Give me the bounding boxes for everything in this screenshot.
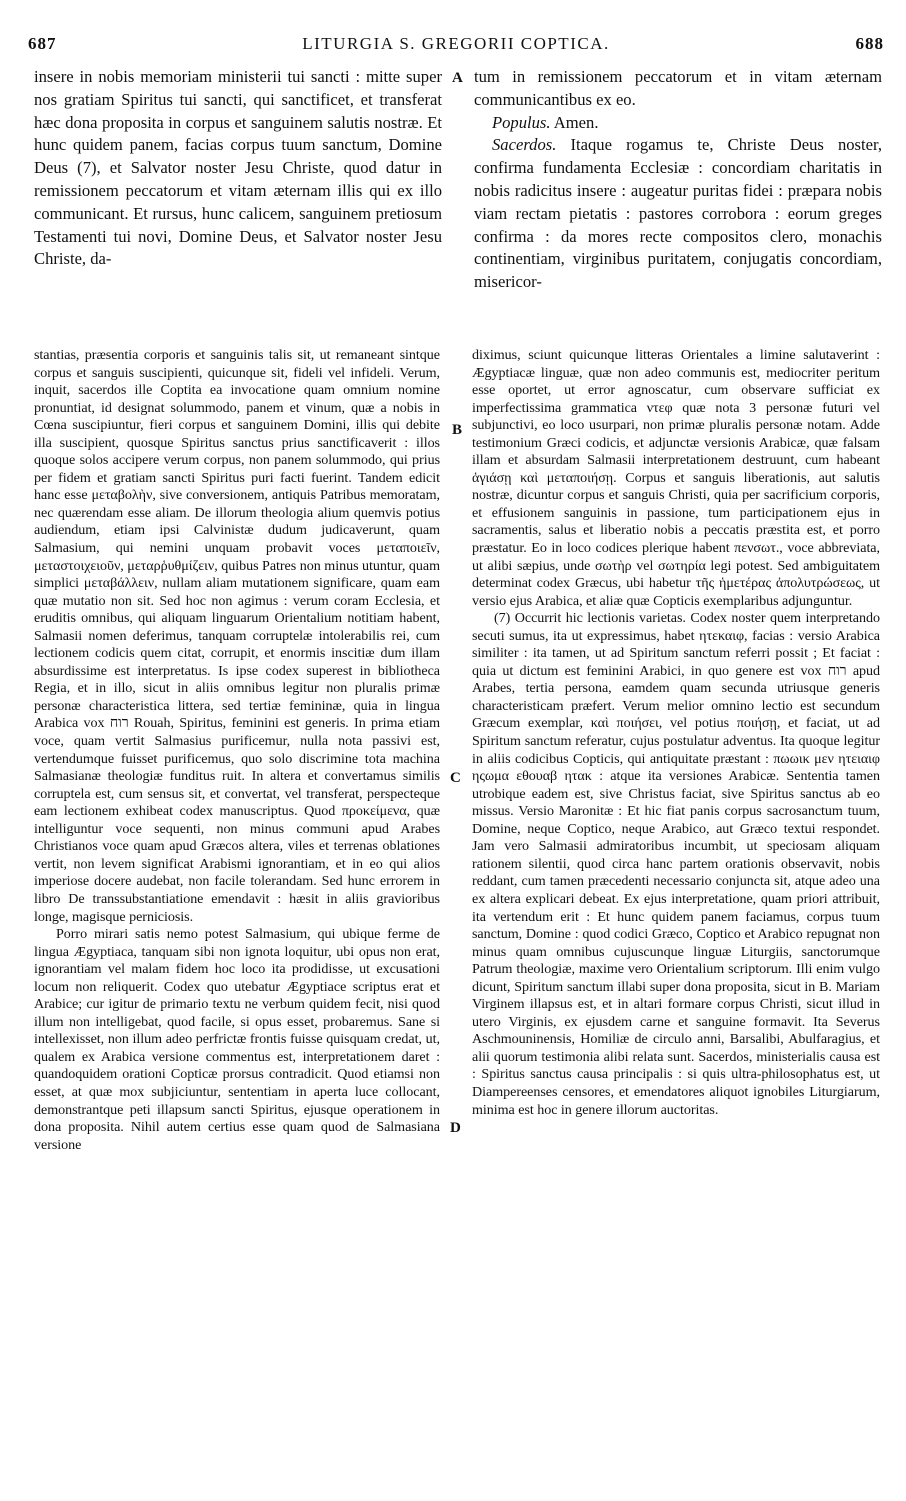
notes-right-column [472,347,880,1119]
upper-right-column [474,66,882,294]
note-paragraph: stantias, præsentia corporis et sanguinis talis sit, ut remaneant sintque corpus et sanguis suscipienti, quicunque sit, fideli vel infideli. Verum, inquit, sacerdos ille Coptita ea invocatione quam omnium nomine pronuntiat, id designat solummodo, panem et vinum, quæ a nobis in Cœna suscipiuntur, fieri corpus et sanguinem Domini, illis qui debite illa suscipient, quosque Spiritus sanctus prius sanctificaverit : illos quoque solos accipere verum corpus, non panem solummodo, qui prius per fidem et gratiam sancti Spiritus puri facti fuerint. Tandem edicit hanc esse μεταβολὴν, sive conversionem, antiquis Patribus memoratam, nec quærendam esse aliam. De illorum theologia alium quemvis potius audiendum, etiam ipsi Calvinistæ dudum judicaverunt, quam Salmasium, qui nemini unquam probavit voces μεταποιεῖν, μεταστοιχειοῦν, μεταρῥυθμίζειν, quibus Patres non minus utuntur, quam simplici μεταβάλλειν, nullam aliam mutationem significare, quam eam quæ mutatio non sit. Sed hoc non agimus : verum coram Ecclesia, et eruditis omnibus, qui aliquam linguarum Orientalium notitiam habent, Salmasii nomen deferimus, tanquam corruptelæ intolerabilis rei, cum lectionem codicis quem citat, corrupit, et enormis inscitiæ dum illam absurdissime est interpretatus. Is ipse codex superest in bibliotheca Regia, et in illo, sicut in aliis omnibus legitur non pluralis primæ personæ characteristica littera, sed tertiæ femininæ, quia in lingua Arabica vox רוח Rouah, Spiritus, feminini est generis. In prima etiam voce, quam vertit Salmasius purificemur, nulla nota passivi est, vertendumque fuisset purificemus, quo solo discrimine tota machina Salmasianæ theologiæ funditus ruit. In altera et convertamus similis corruptela est, cum sensus sit, et convertat, vel transferat, perspecteque eam lectionem exhibeat codex manuscriptus. Quod προκείμενα, quæ intelliguntur voce sequenti, non minus communi apud Arabes Christianos voce quam apud Græcos altera, viles et terrenas oblationes vertit, non levem significat Arabismi ignorantiam, et in eo qui alios imperiose docere audebat, non facile tolerandam. Sed hunc errorem in libro De transsubstantiatione emendavit : hæsit in aliis gravioribus longe, magisque perniciosis. [34,347,440,925]
margin-mark-c: C [450,770,461,786]
note-paragraph: diximus, sciunt quicunque litteras Orientales a limine salutaverint : Ægyptiacæ linguæ, quæ non adeo communis est, mediocriter peritum esse oportet, ut error agnoscatur, cum observare sufficiat ex imperfectissima grammatica ντεφ quæ nota 3 personæ futuri vel subjunctivi, eo loco usurpari, non primæ pluralis personæ notam. Adde testimonium Græci codicis, et adjunctæ versionis Arabicæ, quæ falsam illam et absurdam Salmasii interpretationem destruunt, cum habeant ἁγιάσῃ καὶ μεταποιήσῃ. Corpus et sanguis liberationis, aut salutis nostræ, dicuntur corpus et sanguis Christi, quia per sacrificium corporis, et effusionem sanguinis in passione, tum participationem ejus in sacramentis, salus et liberatio nobis a peccatis præstita est, et porro præstatur. Eo in loco codices plerique habent πενσωτ., voce abbreviata, ut alibi sæpius, unde σωτὴρ vel σωτηρία legi potest. Sed ambiguitatem determinat codex Græcus, ubi habetur τῆς ἡμετέρας ἀπολυτρώσεως, ut versio ejus Arabica, et aliæ quæ Copticis exemplaribus adjunguntur. [472,347,880,609]
speaker-label-populus: Populus. [492,112,551,132]
sacerdos-prayer [474,134,882,294]
speaker-label-sacerdos: Sacerdos. [492,135,557,155]
sacerdos-text: Itaque rogamus te, Christe Deus noster, confirma fundamenta Ecclesiæ : concordiam charitatis in nobis radicitus insere : augeatur puritas fidei : præpara nobis viam rectam pietatis : pastores corrobora : eorum greges confirma : da mores recte compositos clero, monachis continentiam, virginibus puritatem, conjugatis concordiam, misericor- [474,135,882,292]
running-header [28,34,884,58]
note-7-paragraph: (7) Occurrit hic lectionis varietas. Codex noster quem interpretando secuti sumus, ita ut expressimus, habet ητεκαιφ, facias : versio Arabica similiter : ita tamen, ut ad Spiritum sanctum referri possit ; Et faciat : quia ut dictum est feminini Arabici, in quo genere est vox רוח apud Arabes, tertia persona, eamdem quam secunda utriusque generis characteristicam præfert. Verum melior omnino lectio est secundum Græcum exemplar, καὶ ποιήσει, vel potius ποιήσῃ, et faciat, ut ad Spiritum sanctum referatur, cujus postulatur adventus. Ita quoque legitur in aliis codicibus Copticis, qui antiquitate præstant : πωωικ μεν ητειαιφ ηςωμα εθουαβ ητακ : atque ita versiones Arabicæ. Sententia tamen utrobique eadem est, sive Christus faciat, sive Spiritus sanctus ab eo missus. Versio Maronitæ : Et hic fiat panis corpus sacrosanctum tuum, Domine, neque Coptico, neque Arabico, aut Græco textui respondet. Jam vero Salmasii admiratoribus incumbit, ut speciosam aliquam rationem silentii, quod circa hanc partem orationis observavit, nobis reddant, cum tamen præcedenti necessario conjuncta sit, atque adeo una ex altera explicari debeat. Ex ejus interpretatione, quam priori attribuit, ita vertendum erit : Et hunc quidem panem faciamus, corpus tuum sanctum, Domine : quod codici Græco, Coptico et Arabico repugnat non minus quam omnibus cujuscunque linguæ Liturgiis, sanctorumque Patrum theologiæ, maxime vero Orientalium scriptorum. Illi enim vulgo dicunt, Spiritum sanctum illabi super dona proposita, sicut in B. Mariam Virginem illapsus est, et in altari formare corpus Christi, sicut illud in utero Virginis, ex ejusdem carne et sanguine formavit. Ita Severus Aschmouninensis, Homiliæ de circulo anni, Barsalibi, Abulfaragius, et alii quorum testimonia alibi relata sunt. Sacerdos, ministerialis causa est : Spiritus sanctus causa principalis : si quis ultra-philosophatus est, ut Diampereenses censores, et emendatores aliquot ignobiles Liturgiarum, minima est hoc in genere illorum auctoritas. [472,610,881,1118]
running-title: LITURGIA S. GREGORII COPTICA. [302,34,610,53]
page-number-left: 687 [28,34,57,53]
notes-left-column [34,347,440,1154]
populus-response [474,112,882,135]
populus-text: Amen. [550,112,599,132]
upper-left-column [34,66,442,271]
page-number-right: 688 [855,34,884,53]
liturgy-text-right-continuation: tum in remissionem peccatorum et in vitam æternam communicantibus ex eo. [474,67,882,109]
margin-mark-d: D [450,1120,461,1136]
margin-mark-a: A [452,70,463,86]
note-paragraph: Porro mirari satis nemo potest Salmasium, qui ubique ferme de lingua Ægyptiaca, tanquam sibi non ignota loquitur, ubi opus non erat, ignorantiam vel malam fidem hoc loco ita prodidisse, ut excusationi locum non reliquerit. Codex quo utebatur Ægyptiace scriptus erat et Arabice; cur igitur de primario textu ne verbum quidem fecit, nisi quod illum non intelligebat, quod facile, si opus esset, probaremus. Sane si intellexisset, non illum adeo perfrictæ frontis fuisse quisquam credat, ut, qualem ex Arabica versione commentus est, interpretationem daret : quandoquidem orationi Copticæ prorsus contradicit. Quod etiamsi non esset, at quæ mox subjiciuntur, sententiam in aperta luce collocant, demonstrantque peti illapsum sancti Spiritus, ejusque operationem in dona proposita. Nihil autem certius esse quam quod de Salmasiana versione [34,926,440,1153]
liturgy-text-left: insere in nobis memoriam ministerii tui sancti : mitte super nos gratiam Spiritus tui sancti, qui sanctificet, et transferat hæc dona proposita in corpus et sanguinem salutis nostræ. Et hunc quidem panem, facias corpus tuum sanctum, Domine Deus (7), et Salvator noster Jesu Christe, quod datur in remissionem peccatorum et vitam æternam illis qui ex illo communicant. Et rursus, hunc calicem, sanguinem pretiosum Testamenti tui novi, Domine Deus, et Salvator noster Jesu Christe, da- [34,67,442,269]
margin-mark-b: B [452,422,463,438]
